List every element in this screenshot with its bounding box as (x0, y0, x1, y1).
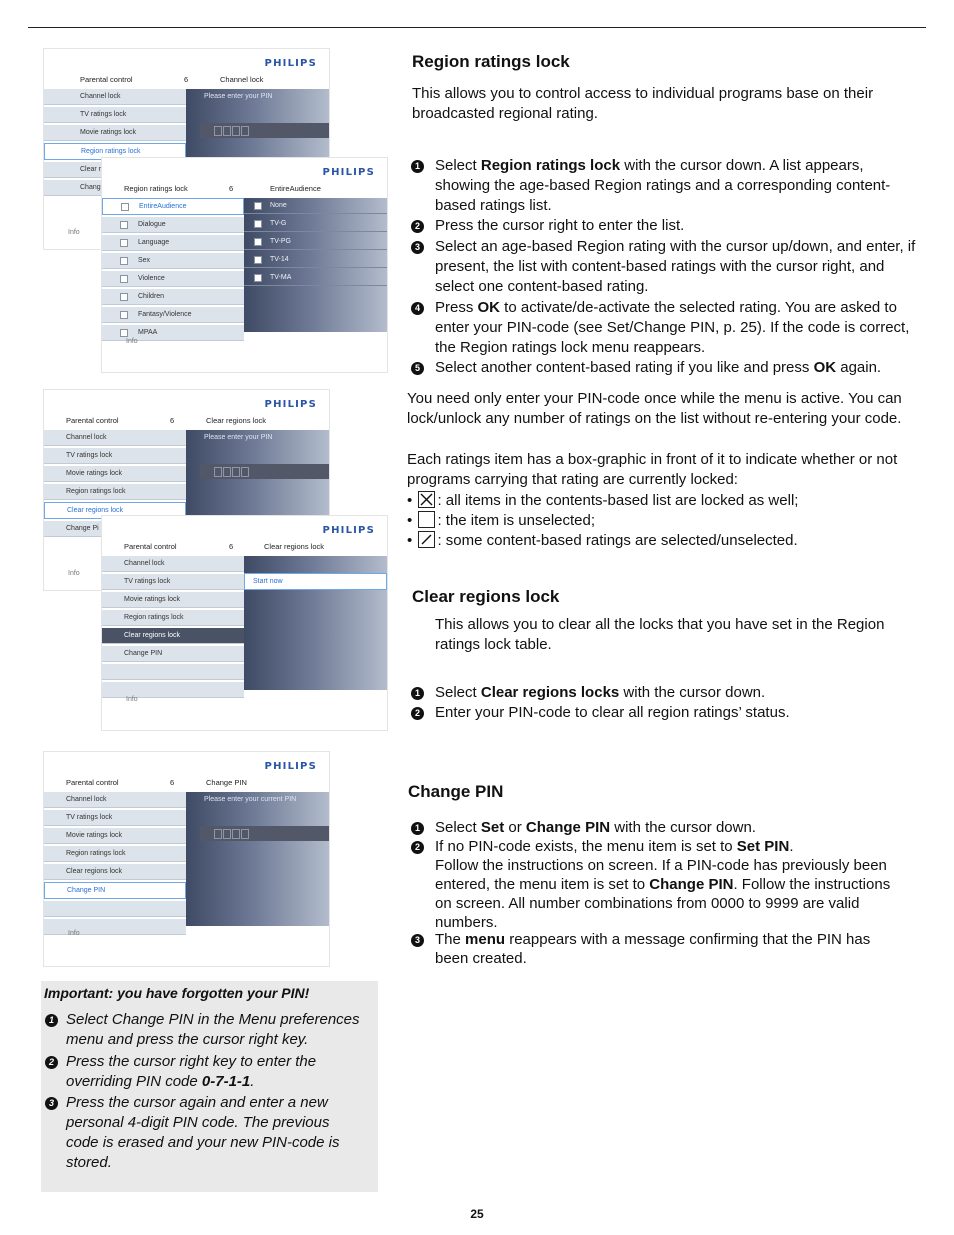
pin-prompt: Please enter your current PIN (204, 796, 297, 803)
checkbox-icon (120, 257, 128, 265)
checkbox-icon (254, 220, 262, 228)
region-step-3: 3 Select an age-based Region rating with the cursor up/down, and enter, if present, the list with content-based ratings with the cursor right, and select one content-based rating. (435, 237, 917, 297)
change-step-1: 1 Select Set or Change PIN with the cursor down. (435, 818, 917, 838)
menu-item: Region ratings lock (44, 484, 186, 500)
menu-item-selected: Clear regions lock (44, 502, 186, 519)
menu-item-empty (44, 901, 186, 917)
section-title-change-pin: Change PIN (408, 782, 504, 801)
important-note-box (41, 981, 378, 1192)
menu-item: TV ratings lock (44, 448, 186, 464)
checkbox-icon (120, 275, 128, 283)
pin-entry-field (200, 826, 329, 841)
info-label: Info (68, 229, 80, 236)
legend-partial: • : some content-based ratings are selected/unselected. (407, 532, 798, 549)
info-label: Info (126, 338, 138, 345)
step-number-icon: 2 (411, 841, 424, 854)
age-rating-item: TV-PG (244, 234, 387, 250)
step-number-icon: 1 (45, 1014, 58, 1027)
menu-screenshot-change-pin (43, 751, 330, 967)
pin-entry-field (200, 464, 329, 479)
important-step-1: 1 Select Change PIN in the Menu preferences menu and press the cursor right key. (66, 1010, 366, 1050)
rating-item: Violence (102, 271, 244, 287)
step-number-icon: 3 (411, 934, 424, 947)
menu-item-empty (44, 919, 186, 935)
clear-intro: This allows you to clear all the locks that you have set in the Region ratings lock table. (435, 616, 885, 653)
checkbox-icon (120, 293, 128, 301)
change-step-3: 3 The menu reappears with a message confirming that the PIN has been created. (435, 930, 905, 968)
menu-header: Parental control 6 Channel lock (80, 75, 264, 84)
menu-item-selected: Change PIN (44, 882, 186, 899)
important-title: Important: you have forgotten your PIN! (44, 985, 310, 1001)
menu-item: TV ratings lock (102, 574, 244, 590)
info-label: Info (68, 930, 80, 937)
checkbox-icon (120, 221, 128, 229)
menu-item: Region ratings lock (102, 610, 244, 626)
menu-item-empty (102, 682, 244, 698)
region-step-1: 1 Select Region ratings lock with the cursor down. A list appears, showing the age-based Region ratings and a corresponding content-based ratings list. (435, 156, 917, 216)
checkbox-icon (254, 202, 262, 210)
step-number-icon: 2 (45, 1056, 58, 1069)
section-title-region-ratings: Region ratings lock (412, 52, 570, 71)
menu-right-panel (186, 792, 329, 926)
checkbox-icon (254, 256, 262, 264)
legend-unselected: • : the item is unselected; (407, 512, 596, 529)
partial-box-icon (418, 531, 435, 548)
rating-item: Sex (102, 253, 244, 269)
rating-item: Dialogue (102, 217, 244, 233)
step-number-icon: 1 (411, 687, 424, 700)
checkbox-icon (120, 311, 128, 319)
menu-item-active: Clear regions lock (102, 628, 244, 644)
menu-item: Chang (44, 180, 186, 196)
menu-header: Region ratings lock 6 EntireAudience (124, 184, 321, 193)
rating-item-selected: EntireAudience (102, 198, 244, 215)
menu-item: Channel lock (102, 556, 244, 572)
philips-logo: PHILIPS (264, 761, 317, 772)
region-step-4: 4 Press OK to activate/de-activate the selected rating. You are asked to enter your PIN-code (see Set/Change PIN, p. 25). If the code is correct, the Region ratings lock menu reappears. (435, 298, 917, 358)
pin-entry-field (200, 123, 329, 138)
menu-header: Parental control 6 Change PIN (66, 778, 247, 787)
section-title-clear-regions: Clear regions lock (412, 587, 560, 606)
menu-item: Movie ratings lock (44, 466, 186, 482)
step-number-icon: 5 (411, 362, 424, 375)
menu-item: Change Pi (44, 521, 186, 537)
menu-item: Channel lock (44, 89, 186, 105)
pin-prompt: Please enter your PIN (204, 434, 273, 441)
checkbox-icon (254, 238, 262, 246)
menu-screenshot-clear-regions-start (101, 515, 388, 731)
menu-item-selected: Region ratings lock (44, 143, 186, 160)
region-intro: This allows you to control access to individual programs base on their broadcasted regional rating. (412, 85, 874, 122)
checkbox-icon (120, 239, 128, 247)
menu-item: TV ratings lock (44, 810, 186, 826)
menu-item: Clear r (44, 162, 186, 178)
age-rating-item: TV-G (244, 216, 387, 232)
menu-item-empty (102, 664, 244, 680)
important-step-2: 2 Press the cursor right key to enter the overriding PIN code 0-7-1-1. (66, 1052, 366, 1092)
age-rating-item: TV-MA (244, 270, 387, 286)
start-now-option: Start now (244, 573, 387, 590)
region-step-5: 5 Select another content-based rating if you like and press OK again. (435, 358, 917, 378)
checkbox-icon (121, 203, 129, 211)
philips-logo: PHILIPS (264, 399, 317, 410)
region-note-2: Each ratings item has a box-graphic in front of it to indicate whether or not programs carrying that rating are currently locked: (407, 451, 898, 488)
philips-logo: PHILIPS (322, 167, 375, 178)
rating-item: MPAA (102, 325, 244, 341)
age-rating-item: None (244, 198, 387, 214)
pin-prompt: Please enter your PIN (204, 93, 273, 100)
info-label: Info (68, 570, 80, 577)
menu-item: Region ratings lock (44, 846, 186, 862)
step-number-icon: 1 (411, 160, 424, 173)
legend-locked: • : all items in the contents-based list are locked as well; (407, 492, 799, 509)
page-number: 25 (470, 1207, 484, 1221)
empty-box-icon (418, 511, 435, 528)
menu-header: Parental control 6 Clear regions lock (124, 542, 325, 551)
menu-item: Clear regions lock (44, 864, 186, 880)
philips-logo: PHILIPS (322, 525, 375, 536)
menu-right-panel (244, 198, 387, 332)
rating-item: Language (102, 235, 244, 251)
locked-box-icon (418, 491, 435, 508)
menu-header: Parental control 6 Clear regions lock (66, 416, 267, 425)
important-step-3: 3 Press the cursor again and enter a new personal 4-digit PIN code. The previous code is erased and your new PIN-code is stored. (66, 1093, 366, 1173)
menu-screenshot-region-ratings (101, 157, 388, 373)
age-rating-item: TV-14 (244, 252, 387, 268)
checkbox-icon (254, 274, 262, 282)
region-step-2: 2 Press the cursor right to enter the list. (435, 216, 917, 236)
menu-item: Channel lock (44, 792, 186, 808)
menu-right-panel (244, 556, 387, 690)
step-number-icon: 3 (45, 1097, 58, 1110)
step-number-icon: 2 (411, 220, 424, 233)
menu-item: Change PIN (102, 646, 244, 662)
step-number-icon: 2 (411, 707, 424, 720)
menu-item: Channel lock (44, 430, 186, 446)
step-number-icon: 4 (411, 302, 424, 315)
clear-step-1: 1 Select Clear regions locks with the cursor down. (435, 683, 917, 703)
step-number-icon: 1 (411, 822, 424, 835)
step-number-icon: 3 (411, 241, 424, 254)
info-label: Info (126, 696, 138, 703)
menu-item: Movie ratings lock (44, 125, 186, 141)
menu-item: Movie ratings lock (102, 592, 244, 608)
region-note-1: You need only enter your PIN-code once while the menu is active. You can lock/unlock any number of ratings on the list without re-entering your code. (407, 390, 902, 427)
change-step-2: 2 If no PIN-code exists, the menu item is set to Set PIN. Follow the instructions on screen. If a PIN-code has previously been entered, the menu item is set to Change PIN. Follow the instructions on screen. All number combinations from 0000 to 9999 are valid numbers. (435, 837, 905, 932)
rating-item: Children (102, 289, 244, 305)
clear-step-2: 2 Enter your PIN-code to clear all region ratings’ status. (435, 703, 917, 723)
philips-logo: PHILIPS (264, 58, 317, 69)
menu-item: Movie ratings lock (44, 828, 186, 844)
menu-item: TV ratings lock (44, 107, 186, 123)
rating-item: Fantasy/Violence (102, 307, 244, 323)
checkbox-icon (120, 329, 128, 337)
top-rule (28, 27, 926, 28)
